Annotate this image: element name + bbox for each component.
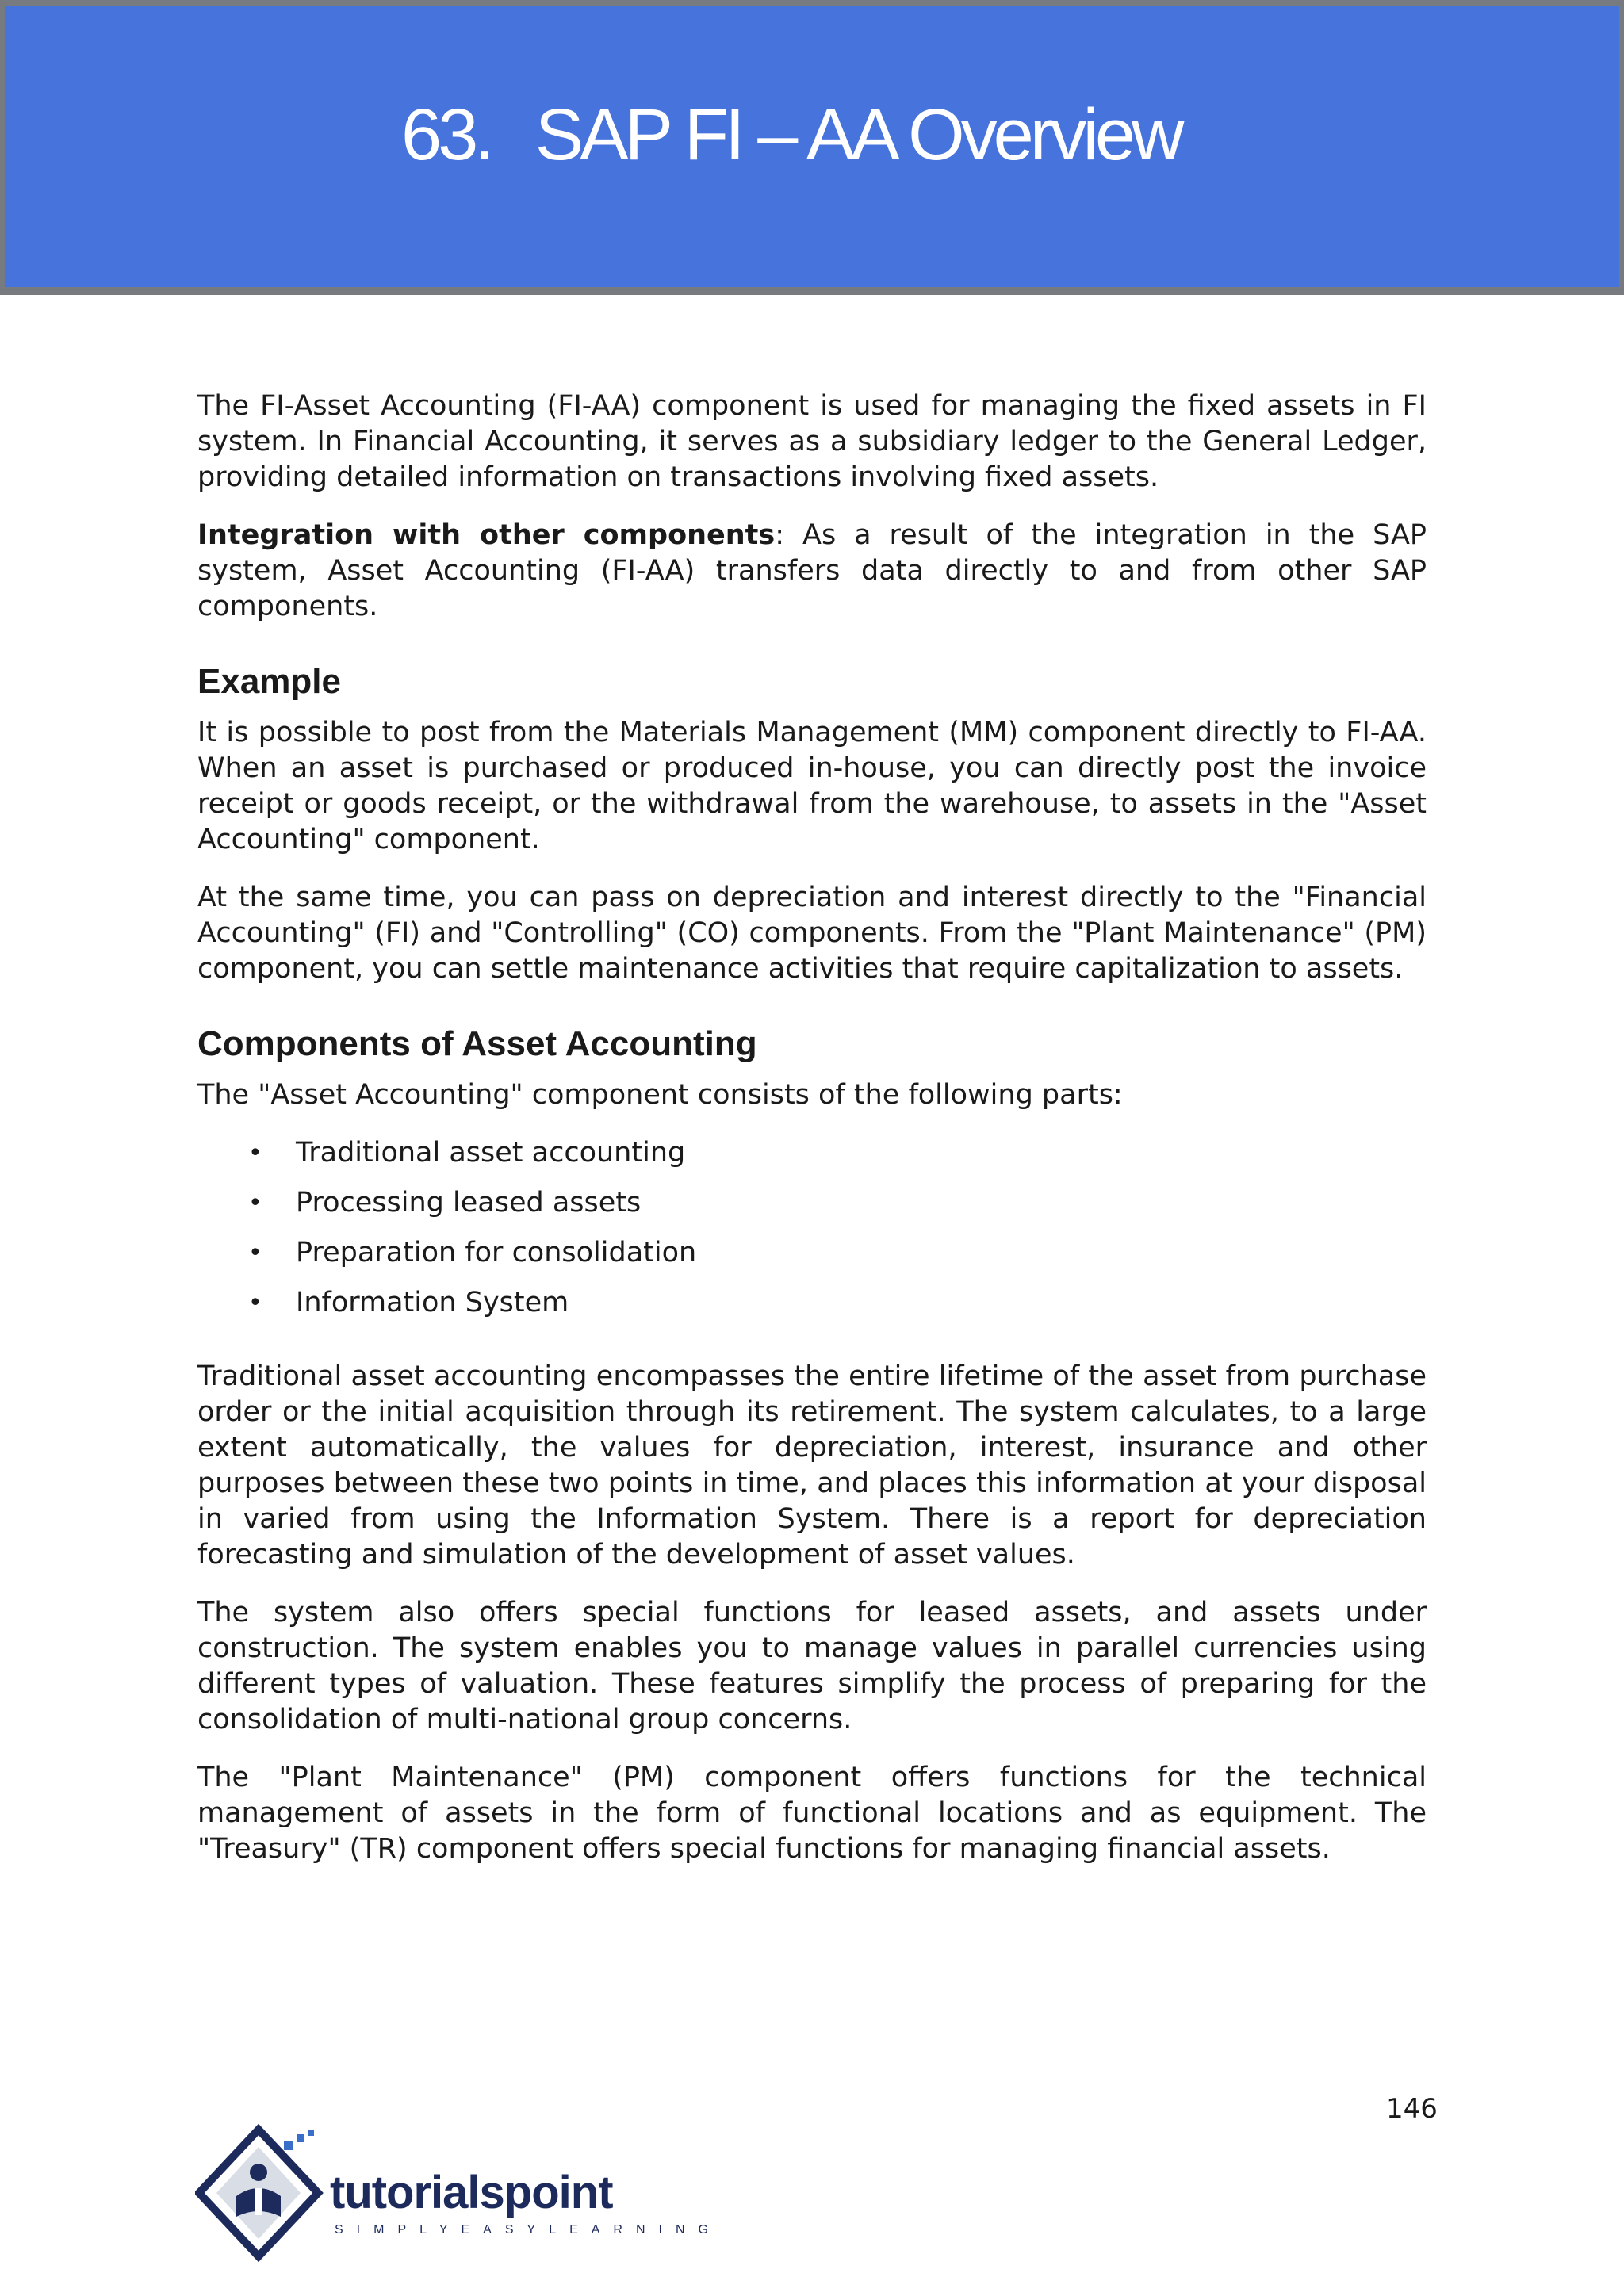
example-paragraph: It is possible to post from the Materials Management (MM) component directly to FI-AA. When an asset is purchased or produced in-house, you can directly post the invoice receipt or goods receipt, or the withdrawal from the warehouse, to assets in the "Asset Accounting" component. xyxy=(197,717,1427,855)
list-item-text: Traditional asset accounting xyxy=(296,1137,686,1169)
list-item-text: Information System xyxy=(296,1287,569,1318)
components-paragraph: The system also offers special functions for leased assets, and assets under construction. The system enables you to manage values in parallel currencies using different types of valuation. These features simplify the process of preparing for the consolidation of multi-national group concerns. xyxy=(197,1597,1427,1735)
bullet-icon: • xyxy=(248,1239,262,1267)
integration-lead: Integration with other components xyxy=(197,519,776,551)
chapter-title xyxy=(401,94,1180,177)
integration-paragraph xyxy=(197,518,1427,625)
list-item xyxy=(197,1285,1427,1321)
chapter-title-text: SAP FI – AA Overview xyxy=(534,94,1181,175)
page-content xyxy=(197,388,1427,1889)
components-heading: Components of Asset Accounting xyxy=(197,1024,757,1063)
list-item xyxy=(197,1135,1427,1171)
tutorialspoint-logo xyxy=(195,2123,722,2266)
chapter-banner xyxy=(0,0,1624,295)
list-item xyxy=(197,1235,1427,1271)
chapter-number: 63. xyxy=(401,94,491,175)
example-paragraph: At the same time, you can pass on depreciation and interest directly to the "Financial Accounting" (FI) and "Controlling" (CO) components. From the "Plant Maintenance" (PM) component, you can settle maintenance activities that require capitalization to assets. xyxy=(197,882,1427,985)
list-item-text: Processing leased assets xyxy=(296,1187,642,1219)
bullet-icon: • xyxy=(248,1139,262,1167)
logo-wordmark: tutorialspoint xyxy=(330,2167,613,2218)
components-paragraph: Traditional asset accounting encompasses the entire lifetime of the asset from purchase order or the initial acquisition through its retirement. The system calculates, to a large extent automatically, the values for depreciation, interest, insurance and other purposes between these two points in time, and places this information at your disposal in varied from using the Information System. There is a report for depreciation forecasting and simulation of the development of asset values. xyxy=(197,1360,1427,1571)
components-intro: The "Asset Accounting" component consists of the following parts: xyxy=(197,1079,1123,1111)
bullet-icon: • xyxy=(248,1289,262,1317)
logo-tagline: SIMPLYEASYLEARNING xyxy=(335,2223,722,2237)
integration-text: : As a result of the integration in the SAP system, Asset Accounting (FI-AA) transfers data directly to and from other SAP components. xyxy=(197,519,1427,622)
intro-paragraph: The FI-Asset Accounting (FI-AA) component is used for managing the fixed assets in FI system. In Financial Accounting, it serves as a subsidiary ledger to the General Ledger, providing detailed information on transactions involving fixed assets. xyxy=(197,390,1427,493)
page-number: 146 xyxy=(1386,2093,1438,2125)
components-paragraph: The "Plant Maintenance" (PM) component offers functions for the technical management of assets in the form of functional locations and as equipment. The "Treasury" (TR) component offers special functions for managing financial assets. xyxy=(197,1762,1427,1865)
bullet-icon: • xyxy=(248,1189,262,1217)
tutorialspoint-logo-icon xyxy=(195,2123,338,2266)
list-item xyxy=(197,1185,1427,1221)
components-list xyxy=(197,1135,1427,1321)
list-item-text: Preparation for consolidation xyxy=(296,1237,697,1269)
example-heading: Example xyxy=(197,662,341,701)
